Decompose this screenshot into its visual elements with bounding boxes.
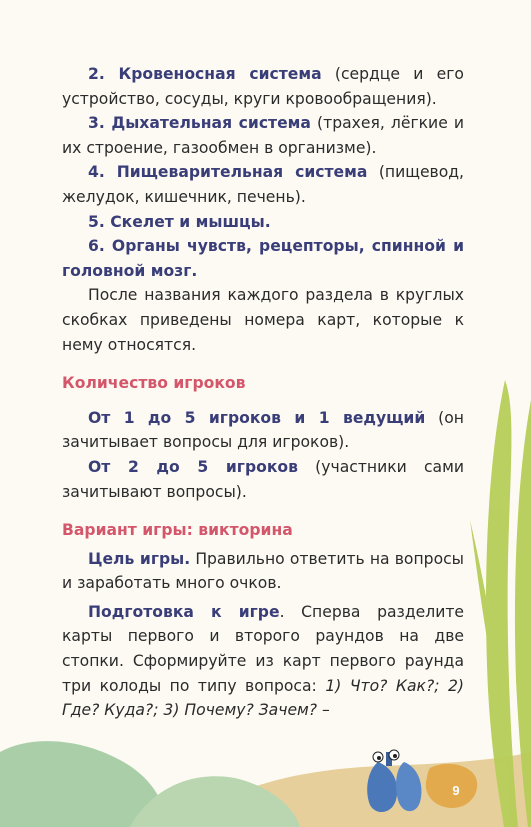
prep-question-types: 1) Что? Как?; 2) Где? Куда?; 3) Почему? Зачем? — [62, 676, 464, 720]
players-heading: Количество игроков — [62, 374, 246, 393]
prep-label: Подготовка к игре — [88, 602, 280, 621]
goal-text: Правильно ответить на вопросы и заработать много очков. — [62, 549, 464, 593]
option-label: От 1 до 5 игроков и 1 ведущий — [88, 408, 426, 427]
section-6 — [62, 234, 464, 283]
page-number: 9 — [452, 783, 460, 798]
quiz-heading: Вариант игры: викторина — [62, 521, 293, 540]
prep-tail: – — [317, 701, 330, 720]
section-5 — [62, 210, 464, 235]
section-3 — [62, 111, 464, 160]
option-desc: (участники сами зачитывают вопросы). — [62, 457, 464, 501]
quiz-preparation — [62, 600, 464, 723]
section-title: 3. Дыхательная система — [88, 114, 311, 133]
players-option-1 — [62, 406, 464, 455]
section-title: 2. Кровеносная система — [88, 65, 322, 83]
section-title: 4. Пищеварительная система — [88, 163, 368, 182]
players-option-2 — [62, 455, 464, 504]
plant-leaves — [470, 380, 531, 827]
prep-text: . Сперва разделите карты первого и второго раундов на две стопки. Сформируйте из карт первого раунда три колоды по типу вопроса: — [62, 602, 465, 695]
quiz-goal — [62, 547, 464, 596]
body-text — [62, 62, 464, 723]
section-desc: (сердце и его устройство, сосуды, круги кровообращения). — [62, 65, 464, 108]
section-desc: (пищевод, желудок, кишечник, печень). — [62, 163, 465, 206]
section-4 — [62, 160, 464, 209]
goal-label: Цель игры. — [88, 549, 191, 568]
option-label: От 2 до 5 игроков — [88, 457, 298, 476]
section-desc: (трахея, лёгкие и их строение, газообмен в организме). — [62, 114, 464, 157]
section-title: 6. Органы чувств, рецепторы, спинной и головной мозг. — [62, 237, 464, 280]
section-2 — [62, 62, 464, 111]
lungs-illustration — [367, 750, 421, 812]
cards-note: После названия каждого раздела в круглых скобках приведены номера карт, которые к нему относятся. — [62, 286, 464, 354]
section-title: 5. Скелет и мышцы. — [88, 212, 271, 231]
option-desc: (он зачитывает вопросы для игроков). — [62, 408, 464, 452]
